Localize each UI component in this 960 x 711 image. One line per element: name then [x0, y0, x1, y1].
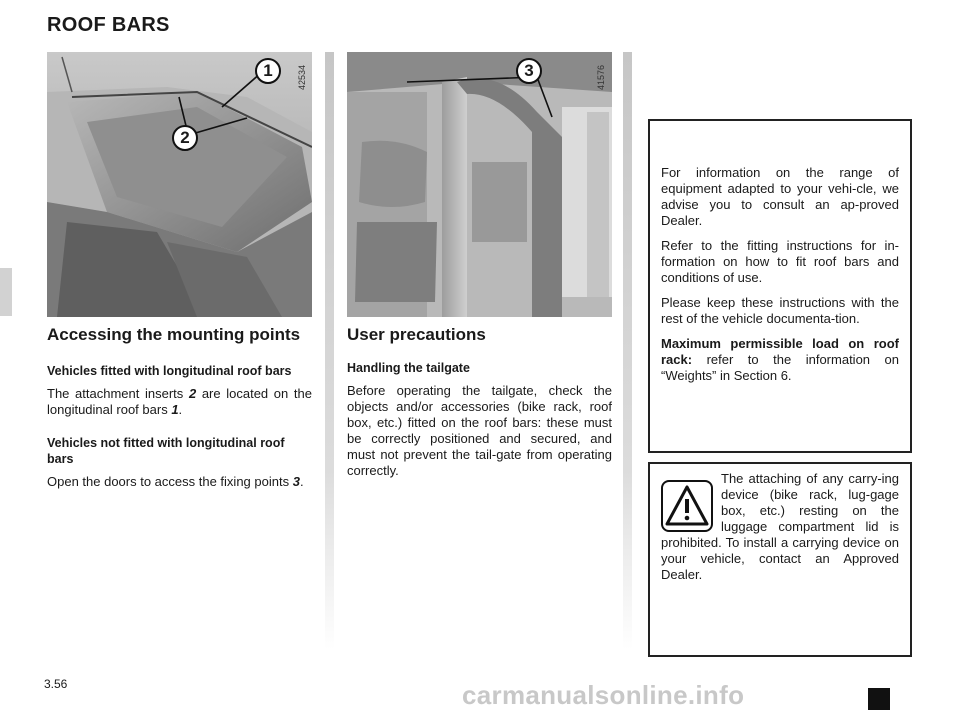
callout-1: 1: [255, 58, 281, 84]
page-number: 3.56: [44, 677, 68, 691]
reference-number: 2: [188, 386, 197, 401]
subheading: Vehicles fitted with longitudinal roof bars: [47, 364, 292, 378]
figure-reference-number: 42534: [297, 64, 307, 90]
watermark: carmanualsonline.info: [462, 680, 745, 710]
column-divider: [623, 52, 632, 650]
paragraph-text: are located on the longitudinal roof bars: [47, 386, 312, 417]
info-box: [648, 119, 912, 453]
reference-number: 3: [292, 474, 300, 489]
column-divider: [325, 52, 334, 650]
tailgate-opening-illustration: [347, 52, 612, 317]
reference-number: 1: [171, 402, 179, 417]
paragraph: [47, 386, 312, 418]
warning-triangle-icon: [661, 480, 713, 532]
subheading: Handling the tailgate: [347, 361, 470, 375]
figure-reference-number: 41576: [596, 64, 606, 90]
info-paragraph: Please keep these instructions with the rest of the vehicle documenta-tion.: [661, 295, 899, 326]
column-1: [47, 324, 312, 490]
callout-2: 2: [172, 125, 198, 151]
paragraph: Before operating the tailgate, check the objects and/or accessories (bike rack, roof box, etc.) fitted on the roof bars: these must be correctly positioned and secured, and must not prevent the tail-gate from operating correctly.: [347, 383, 612, 478]
section-heading: Accessing the mounting points: [47, 325, 301, 344]
page-title: ROOF BARS: [47, 14, 170, 36]
tailgate-photo: [347, 52, 612, 317]
info-text: refer to the information on “Weights” in Section 6.: [661, 352, 899, 383]
paragraph-text: .: [299, 474, 304, 489]
warning-box: [648, 462, 912, 657]
paragraph-text: The attachment inserts: [47, 386, 189, 401]
subheading: Vehicles not fitted with longitudinal roof bars: [47, 436, 285, 466]
column-2: [347, 324, 612, 479]
car-roof-illustration: [47, 52, 312, 317]
section-heading: User precautions: [347, 325, 486, 344]
info-paragraph: [661, 336, 899, 384]
corner-marker: [868, 688, 890, 710]
info-paragraph: Refer to the fitting instructions for in-formation on how to fit roof bars and conditions of use.: [661, 238, 899, 285]
warning-text: The attaching of any carry-ing device (bike rack, lug-gage box, etc.) resting on the luggage compartment lid is prohibited. To install a carrying device on your vehicle, contact an Approved Dealer.: [661, 471, 899, 582]
info-bold-label: Maximum permissible load on roof rack:: [661, 336, 899, 367]
paragraph-text: Open the doors to access the fixing points: [47, 474, 293, 489]
paragraph: [47, 474, 312, 490]
callout-3: 3: [516, 58, 542, 84]
section-tab-marker: [0, 268, 12, 316]
roof-bars-photo: [47, 52, 312, 317]
info-paragraph: For information on the range of equipment adapted to your vehi-cle, we advise you to consult an ap-proved Dealer.: [661, 165, 899, 228]
paragraph-text: .: [178, 402, 183, 417]
